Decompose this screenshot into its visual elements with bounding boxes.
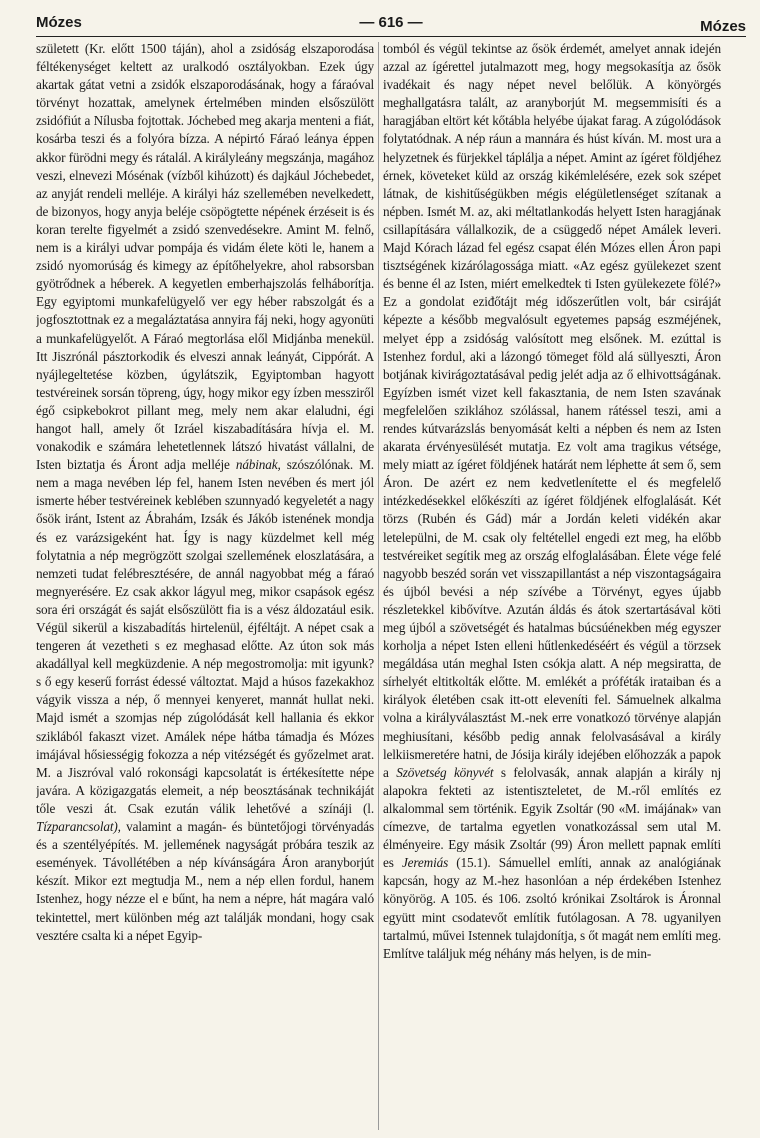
left-italic-term-1: nábinak,	[235, 457, 281, 473]
left-column-text	[36, 40, 374, 945]
left-text-part-2: szószólónak. M. nem a maga nevében lép fel, hanem Isten nevében és mert jól ismerte héber testvéreinek keblében szunnyadó kegyeletét a nagy ősök iránt, Istent az Ábrahám, Izsák és Jákób istenének mondja és ez varázsigeként hat. Így is nagy küzdelmet kell még folytatnia a nép megrögzött szolgai szellemének eloszlatására, a nemzeti tudat felébresztésére, de annál nagyobbat még a fáraó megnyerésére. Ez csak akkor lágyul meg, mikor csapások egész sora éri országát és saját elsőszülött fia is a vész áldozatául esik. Végül sikerül a kiszabadítás hirtelenül, éjféltájt. A népet csak a tengeren át vezetheti s ez meghasad előtte. Az úton sok más akadállyal kell megküzdenie. A nép megostromolja: mit igyunk? s ő egy keserű forrást édessé változtat. Majd a húsos fazekakhoz vágyik vissza a nép, ő mennyei kenyeret, mannát hullat neki. Majd ismét a szomjas nép zúgolódását kell hallania és ekkor sziklából fakaszt vizet. Amálek népe hátba támadja és Mózes imájával hősiességig fokozza a nép vitézségét és győzelmet arat. M. a Jiszróval való rokonsági kapcsolatát is értékesítette népe javára. A közigazgatás elemeit, a nép beosztásának technikáját tőle veszi át. Csak ezután válik lehetővé a színáji (l.	[36, 457, 374, 816]
left-column	[36, 40, 374, 1130]
left-italic-term-2: Tízparancsolat),	[36, 819, 121, 835]
column-divider	[378, 42, 379, 1130]
page-header	[36, 10, 746, 37]
right-italic-term-2: Jeremiás	[401, 855, 449, 871]
right-text-part-1: tomból és végül tekintse az ősök érdemét, amelyet annak idején azzal az ígérettel jutalmazott meg, hogy megsokasítja az ősök ivadékait és nagy népet nevel belőlük. A könyörgés meghallgatásra talált, az aranyborjút M. megsemmisíti és a haragjában eltört két kőtábla helyébe újakat farag. A zúgolódások folytatódnak. A nép ráun a mannára és húst kíván. M. most ura a helyzetnek és fürjekkel táplálja a népet. Amint az ígéret földjéhez érnek, követeket küld az ország kikémlelésére, ezek sok szépet látnak, de kishitűségükben mégis elégületlenséget szítanak a népben. Ismét M. az, aki méltatlankodás helyett Isten haragjának csillapítására vállalkozik, de a csüggedő népet Amálek leveri. Majd Kórach lázad fel egész csapat élén Mózes ellen Áron papi tisztségének kizárólagossága miatt. «Az egész gyülekezet szent és benne él az Isten, miért emelkedtek ti Isten gyülekezete fölé?» Ez a gondolat eziđőtájt még időszerűtlen volt, bár csiráját képezte a később megvalósult egyetemes papság eszméjének, melyet épp a zsidóság valósított meg elsőnek. M. ezúttal is Istenhez fordul, aki a lázongó tömeget föld alá süllyeszti, Áron botjának kivirágoztatásával pedig jelét adja az ő elhivottságának. Egyízben ismét vizet kell fakasztania, de nem Isten szavának megfelelően sziklához szólással, hanem rátéssel teszi, ami a rendes kútvarázslás benyomását kelti a népben és nem az Isten akarata érvényesülését mutatja. Ez volt ama tragikus vétsége, mely miatt az ígéret földjének határát nem léphette át sem ő, sem Áron. De azért ez nem kedvetlenítette el és megfelelő intézkedésekkel előkészíti az ígéret földjének elfoglalását. Két törzs (Rubén és Gád) már a Jordán keleti vidékén akar letelepülni, de M. csak oly feltétellel engedi ezt meg, ha előbb testvéreiket segítik meg az ország elfoglalásában. Élete vége felé nagyobb beszéd során vet visszapillantást a nép viszontagságaira és újból bevési a nép szívébe a Törvényt, egyes újabb részletekkel kibővítve. Azután áldás és átok szertartásával köti meg újból a szövetségét és hatalmas búcsúénekben még egyszer korholja a népet Isten elleni hűtlenkedéséért és végül a törzsek megáldása után meghal Isten csókja alatt. A nép megsiratta, de sírhelyét eltitkolták előtte. M. emlékét a próféták irataiban és a királyok életében csak itt-ott eleveníti fel. Sámuelnek alkalma volna a királyválasztást M.-nek erre vonatkozó törvénye alapján meghiusítani, később pedig annak felolvasásával a király lelkiismeretére hatni, de Jósija király idejében előhozzák a papok a	[383, 41, 721, 780]
left-text-part-1: született (Kr. előtt 1500 táján), ahol a zsidóság elszaporodása féltékenységet keltett az uralkodó osztályokban. Ezek úgy akartak gátat vetni a zsidók elszaporodásának, hogy a fáraóval törvényt hozattak, amelynek értelmében minden elsőszülött zsidófiút a Nílusba fojtottak. Jóchebed meg akarja menteni a fiát, kosárba teszi és a folyóra bízza. A népirtó Fáraó leánya éppen akkor fürödni megy és rátalál. A királyleány megszánja, magához veszi, elnevezi Mósénak (vízből kihúzott) és dajkául Jóchebedet, az anyját rendeli melléje. A királyi ház szellemében nevelkedett, de bizonyos, hogy anyja beléje csöpögtette népének érzéseit is és koran terelte figyelmét a zsidó szenvedésekre. Amint M. felnő, nem is a királyi udvar pompája és vidám élete köti le, hanem a zsidó nyomorúság és kimegy az építőhelyekre, ahol rabsorsban gyötrődnek a héberek. A kegyetlen emberhajszolás felháborítja. Egy egyiptomi munkafelügyelő ver egy héber rabszolgát és a jogfosztottnak ez a megaláztatása annyira fáj neki, hogy agyonüti a munkafelügyelőt. A Fáraó megtorlása elől Midjánba menekül. Itt Jiszrónál pásztorkodik és elveszi annak leányát, Cippórát. A nyájlegeltetése közben, úgylátszik, Egyiptomban hagyott testvéreinek sorsán töpreng, úgy, hogy mikor egy ízben messziről égő csipkebokrot pillant meg, mely nem akar elaludni, égi hangot hall, amely őt Izráel kiszabadítására hívja el. M. vonakodik e számára lehetetlennek látszó hivatást vállalni, de Isten biztatja és Áront adja melléje	[36, 41, 374, 473]
running-head-right: Mózes	[700, 18, 746, 35]
right-text-part-2: s felolvasák, annak alapján a király nj alapokra fekteti az istentiszteletet, de M.-ről említés ez alkalommal sem történik. Egyik Zsoltár (90 «M. imájának» van címezve, de tartalma egyetlen vonatkozással sem utal M. élményeire. Egy másik Zsoltár (99) Áron mellett papnak említi es	[383, 764, 721, 871]
right-column-text	[383, 40, 721, 963]
page-number: — 616 —	[359, 14, 423, 31]
right-italic-term-1: Szövetség könyvét	[396, 764, 494, 780]
right-column	[383, 40, 721, 1130]
right-text-part-3: (15.1). Sámuellel említi, annak az analógiának kapcsán, hogy az M.-hez hasonlóan a nép érdekében Istenhez könyörög. A 105. és 106. zsoltó krónikai Zsoltárok is Áronnal együtt mint csodatevőt említik futólagosan. A 78. ugyanilyen tartalmú, művei Istennek tulajdonítja, s őt magát nem említi meg. Említve találjuk még néhány más helyen, is de min-	[383, 855, 721, 961]
left-text-part-3: valamint a magán- és büntetőjogi törvényadás és a szentélyépítés. M. jellemének nagyságát próbára teszik az események. Távollétében a nép kívánságára Áron aranyborjút készít. Mikor ezt megtudja M., nem a nép ellen fordul, hanem Istenhez, hogy nézze el e bűnt, ha nem a népre, hát magára való tekintettel, mert különben még azt találják mondani, hogy csak vesztére csalta ki a népet Egyip-	[36, 819, 374, 943]
running-head-left: Mózes	[36, 14, 82, 31]
